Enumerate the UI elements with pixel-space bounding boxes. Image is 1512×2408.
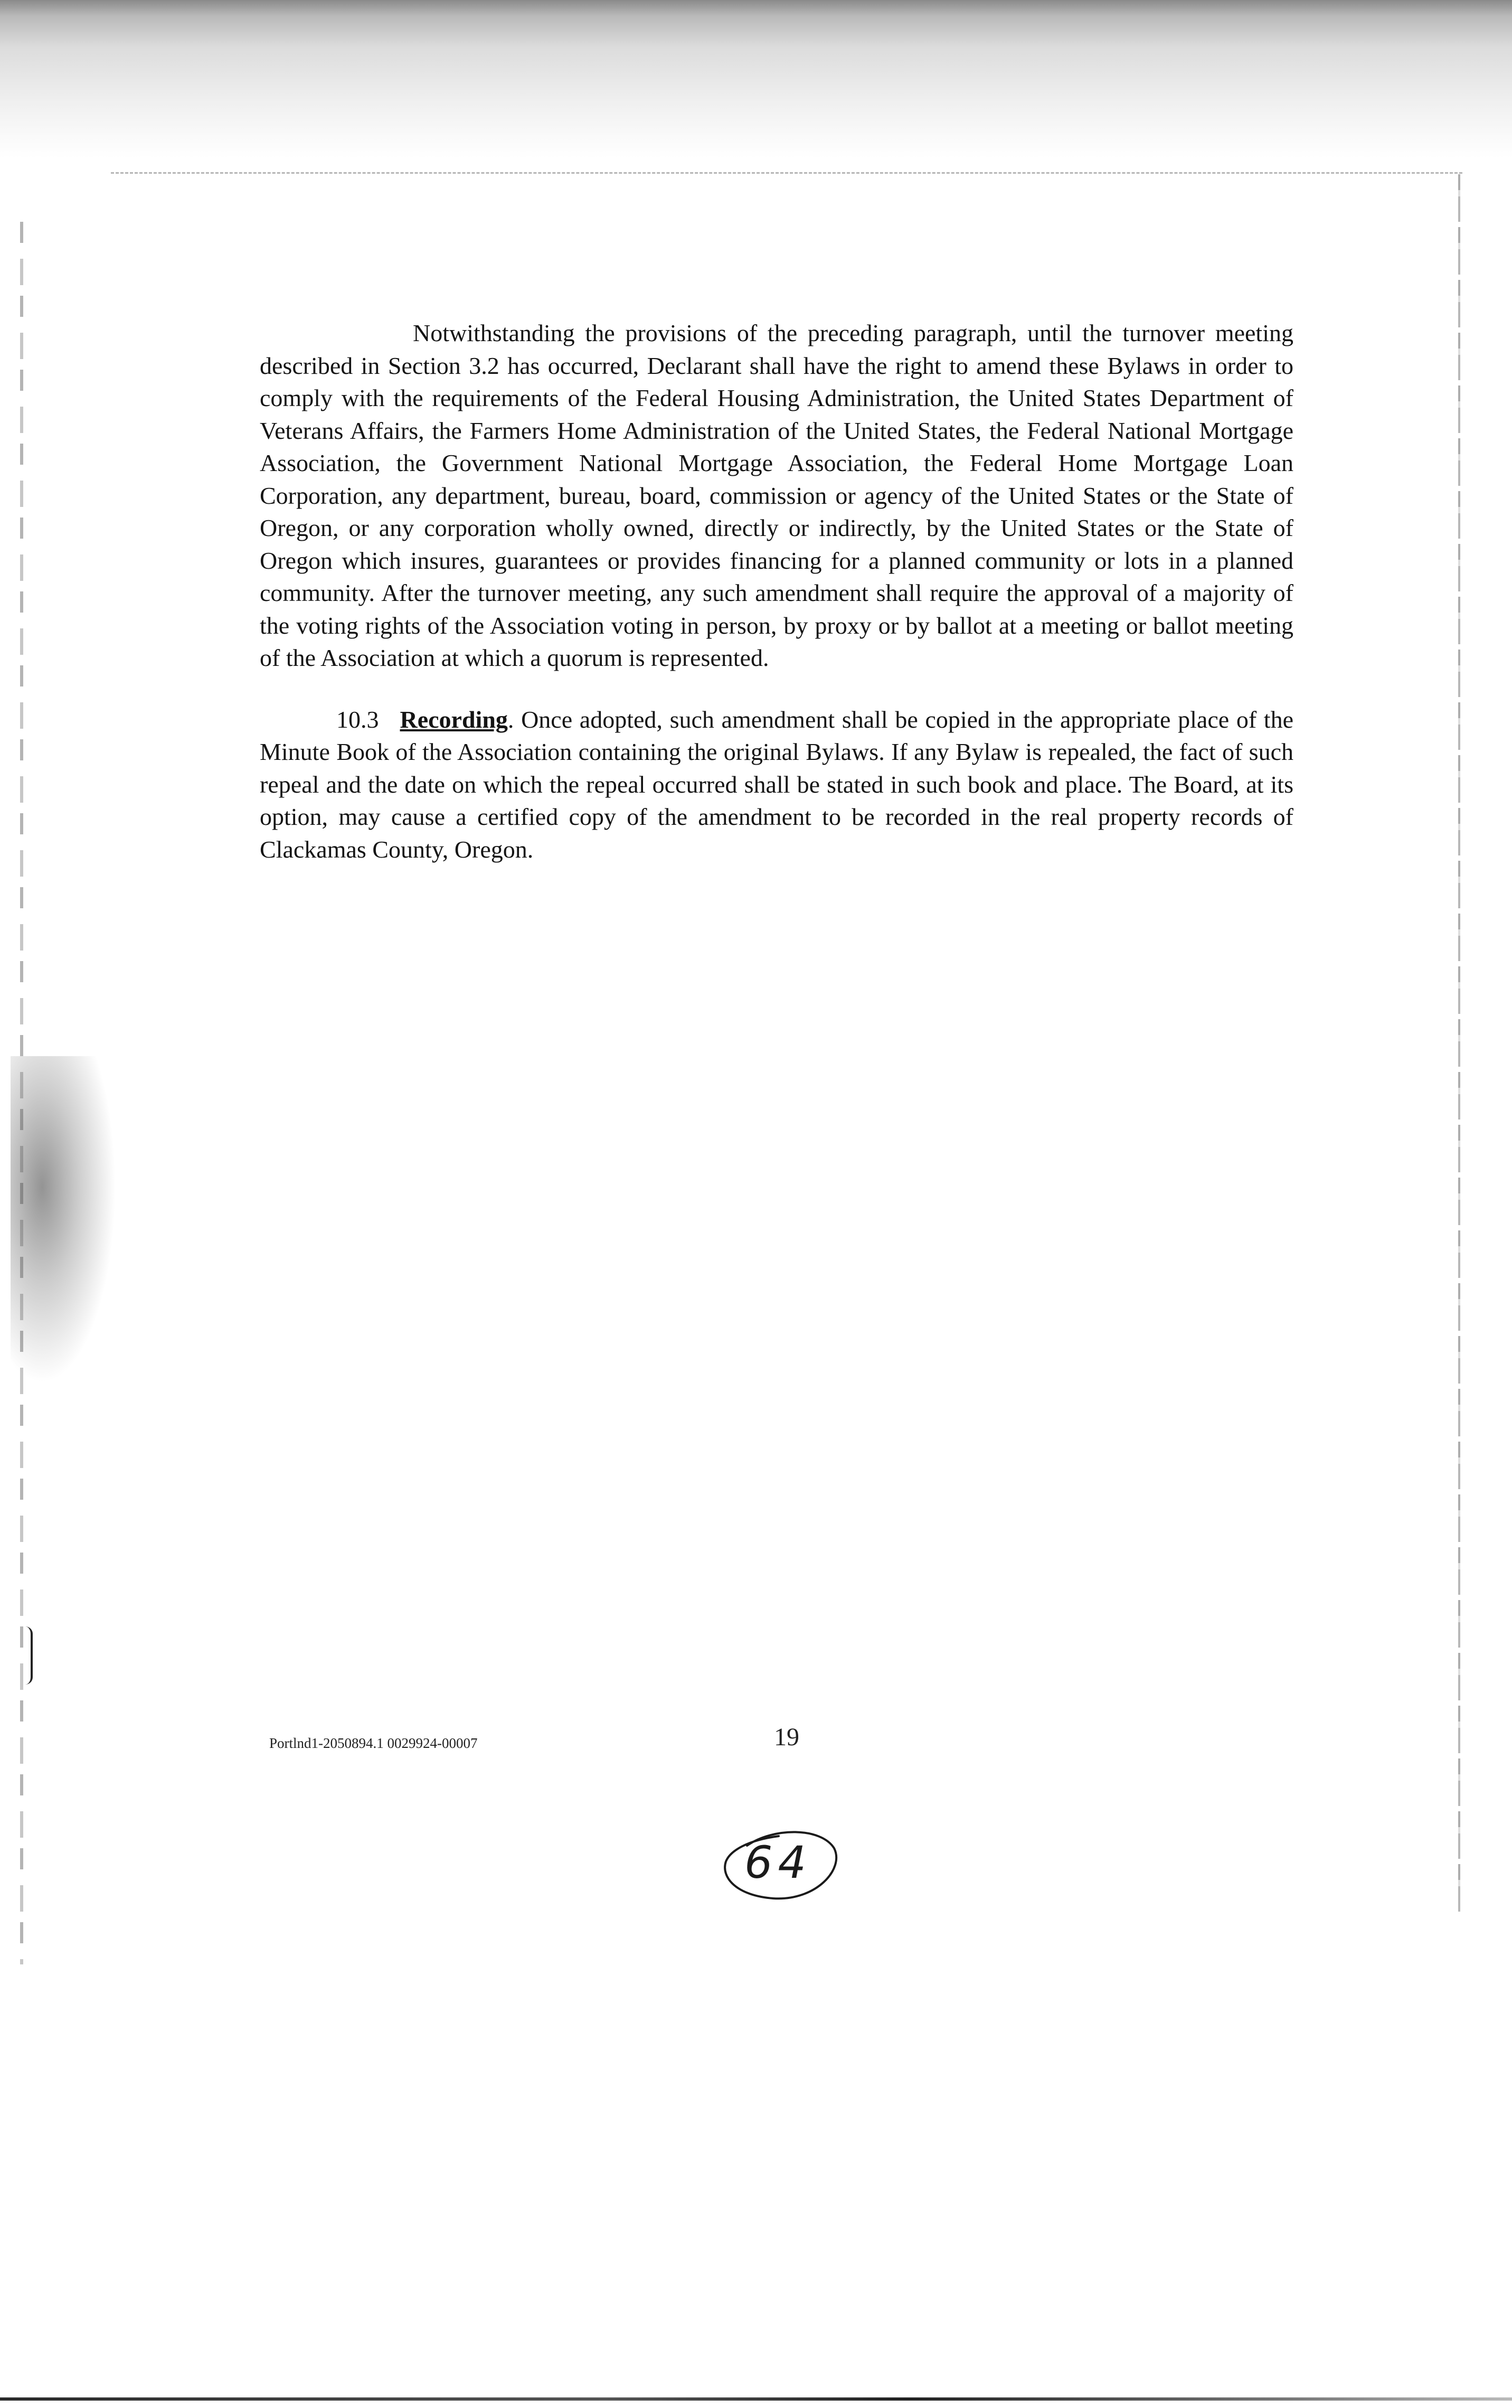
scan-right-edge xyxy=(1458,174,1460,1917)
section-10-3-paragraph xyxy=(260,703,1293,866)
scan-top-rule xyxy=(111,172,1462,174)
amendment-paragraph: Notwithstanding the provisions of the preceding paragraph, until the turnover meeting described in Section 3.2 has occurred, Declarant shall have the right to amend these Bylaws in order to comply with the requirements of the Federal Housing Administration, the United States Department of Veterans Affairs, the Farmers Home Administration of the United States, the Federal National Mortgage Association, the Government National Mortgage Association, the Federal Home Mortgage Loan Corporation, any department, bureau, board, commission or agency of the United States or the State of Oregon, or any corporation wholly owned, directly or indirectly, by the United States or the State of Oregon which insures, guarantees or provides financing for a planned community or lots in a planned community. After the turnover meeting, any such amendment shall require the approval of a majority of the voting rights of the Association voting in person, by proxy or by ballot at a meeting or ballot meeting of the Association at which a quorum is represented. xyxy=(260,319,1293,671)
page-body xyxy=(260,317,1293,866)
scan-bottom-rule xyxy=(0,2397,1512,2401)
scan-left-bracket xyxy=(25,1626,33,1685)
section-number: 10.3 xyxy=(336,706,379,733)
scan-left-smudge xyxy=(11,1056,116,1384)
section-title: Recording xyxy=(400,706,508,733)
scan-top-shadow xyxy=(0,0,1512,158)
footer-page-number: 19 xyxy=(774,1723,799,1751)
handwritten-page-mark: 64 xyxy=(744,1837,811,1888)
section-body: . Once adopted, such amendment shall be copied in the appropriate place of the Minute Book of the Association containing the original Bylaws. If any Bylaw is repealed, the fact of such repeal and the date on which the repeal occurred shall be stated in such book and place. The Board, at its option, may cause a certified copy of the amendment to be recorded in the real property records of Clackamas County, Oregon. xyxy=(260,706,1293,863)
footer-document-id: Portlnd1-2050894.1 0029924-00007 xyxy=(269,1735,478,1751)
